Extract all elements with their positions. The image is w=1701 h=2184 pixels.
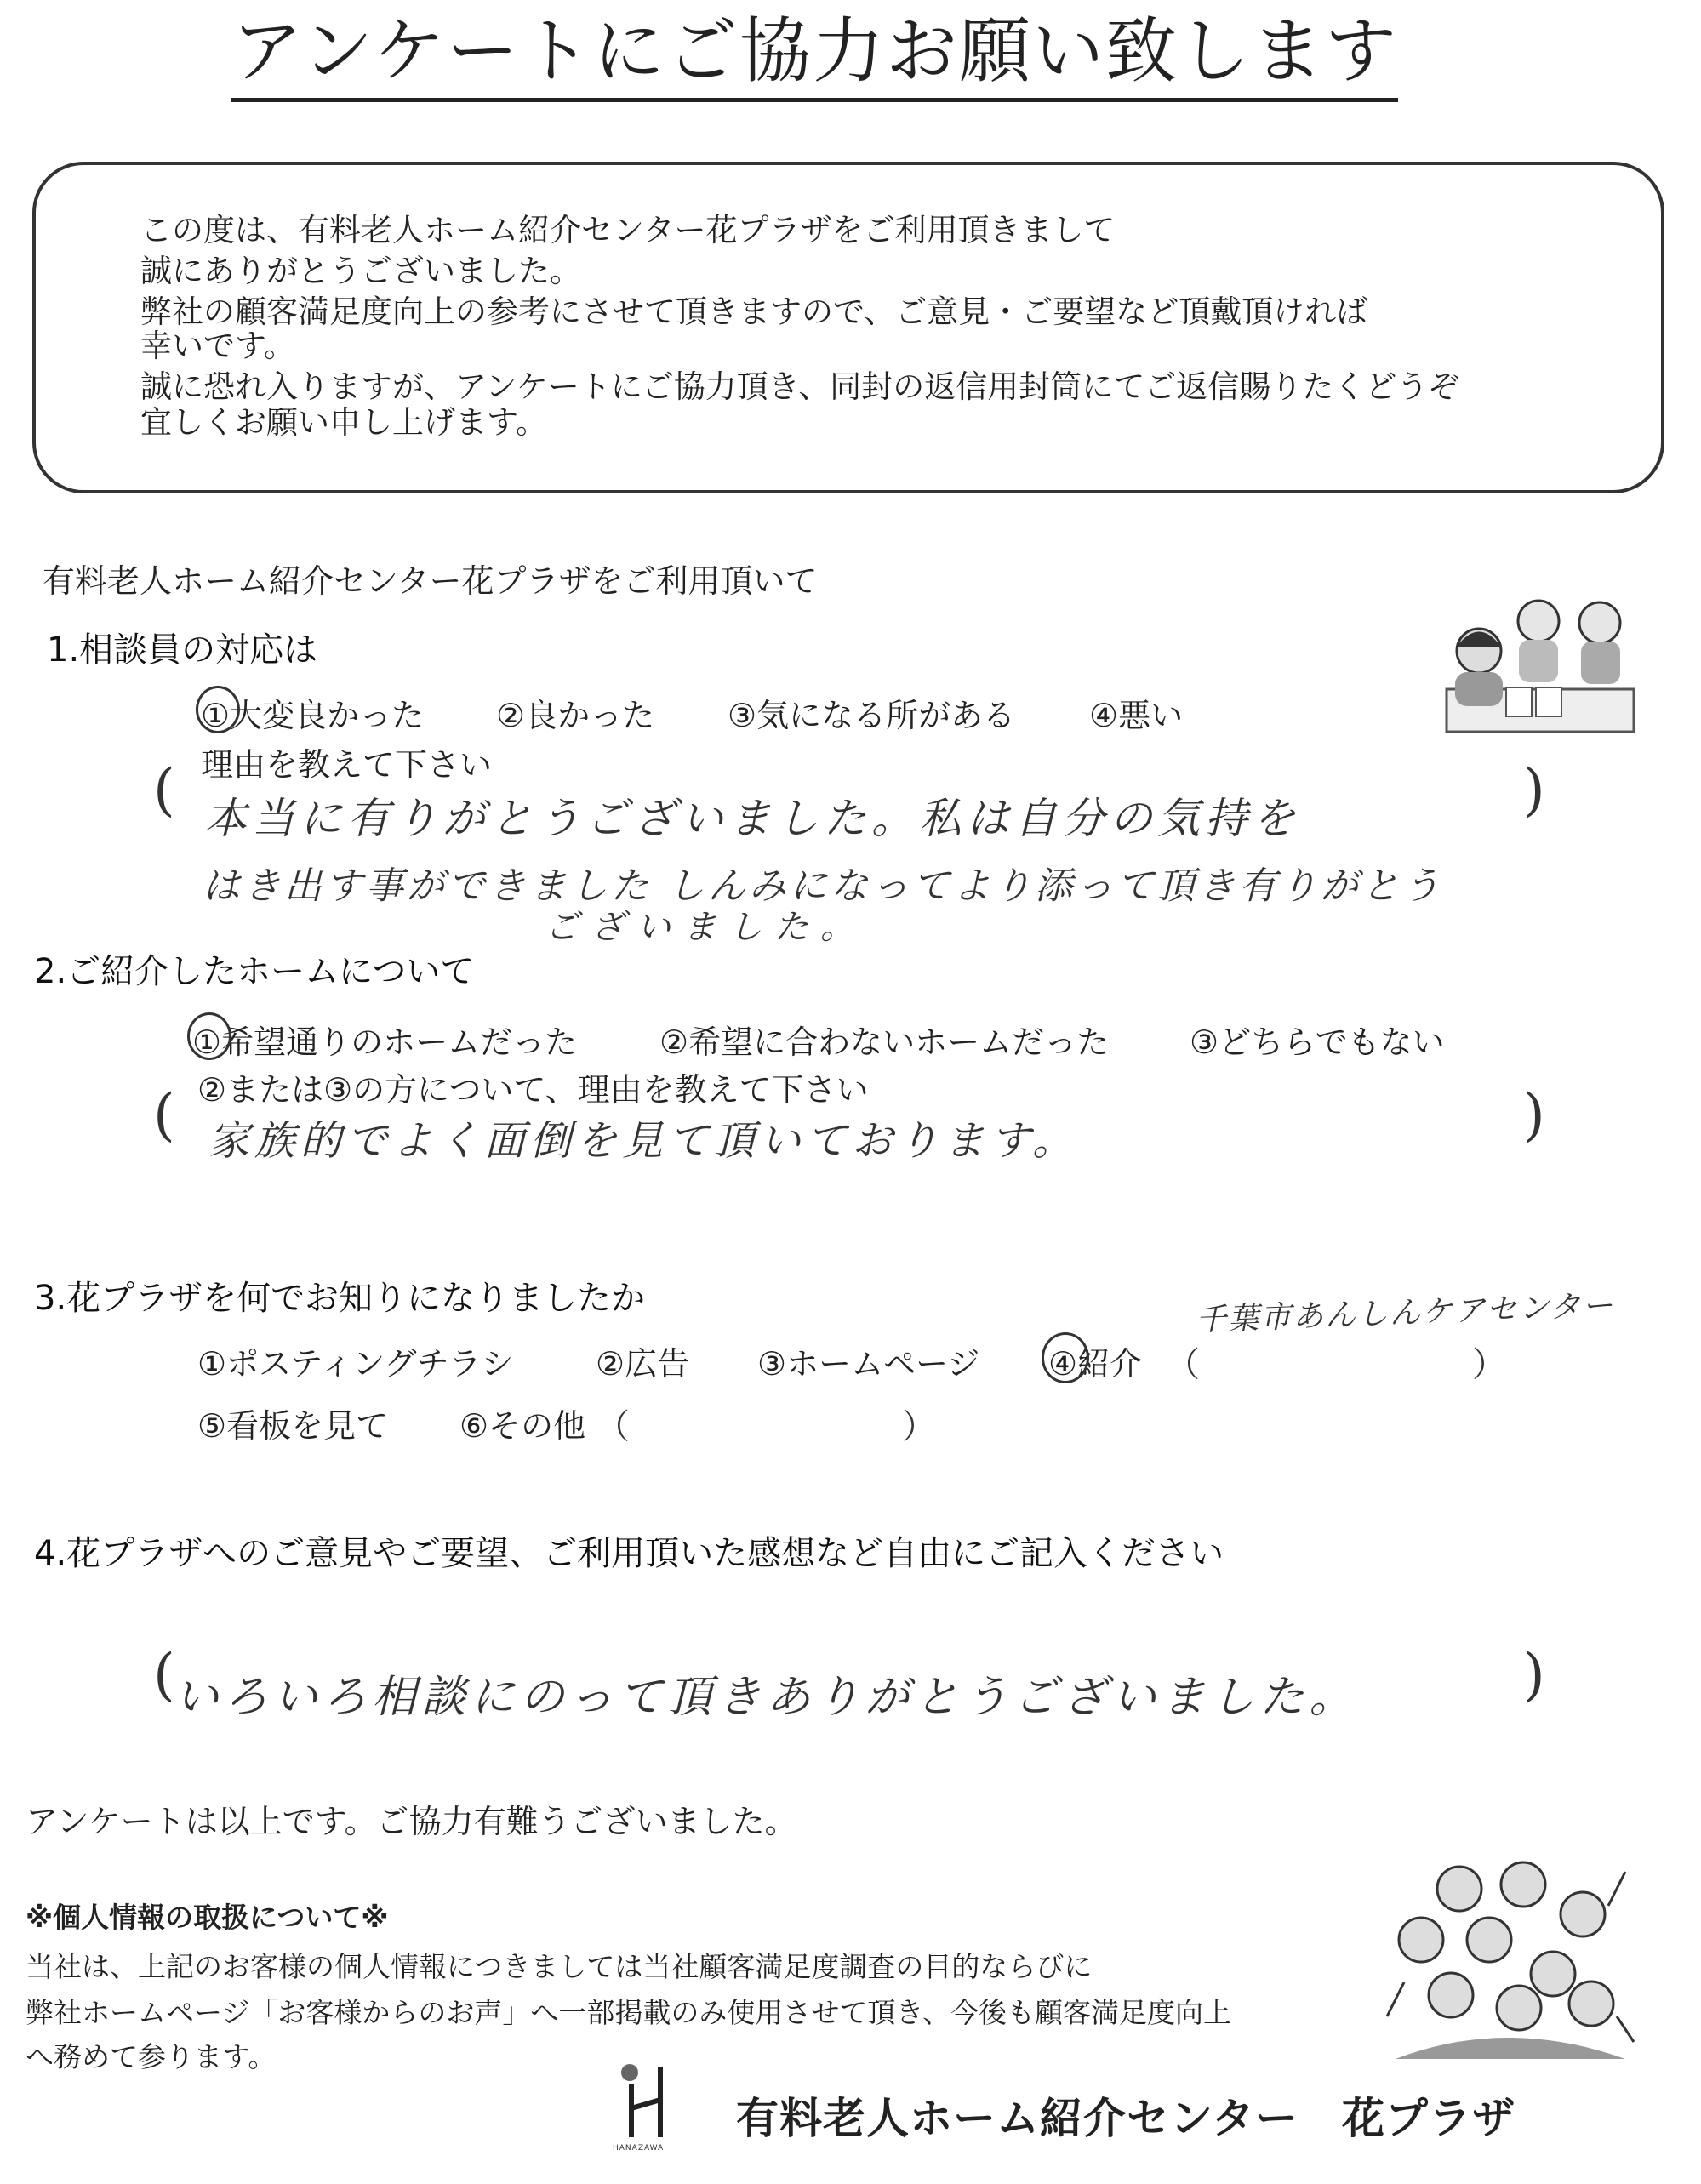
q1-option-1[interactable]: ①大変良かった — [201, 697, 425, 734]
q2-option-2[interactable]: ②希望に合わないホームだった — [659, 1024, 1110, 1061]
closing-text: アンケートは以上です。ご協力有難うございました。 — [26, 1803, 797, 1840]
section-lead: 有料老人ホーム紹介センター花プラザをご利用頂いて — [43, 562, 818, 600]
q2-close-paren: ) — [1523, 1082, 1545, 1148]
q1-option-3[interactable]: ③気になる所がある — [728, 697, 1016, 734]
privacy-heading: ※個人情報の取扱について※ — [26, 1901, 389, 1934]
q2-option-3[interactable]: ③どちらでもない — [1190, 1024, 1445, 1061]
intro-line: 弊社の顧客満足度向上の参考にさせて頂きますので、ご意見・ご要望など頂戴頂ければ — [140, 294, 1368, 330]
brand-name: 有料老人ホーム紹介センター 花プラザ — [736, 2094, 1515, 2143]
q2-option-1[interactable]: ①希望通りのホームだった — [192, 1024, 578, 1061]
question-2-label: 2.ご紹介したホームについて — [34, 952, 475, 991]
intro-line: 宜しくお願い申し上げます。 — [140, 404, 548, 441]
question-4-label: 4.花プラザへのご意見やご要望、ご利用頂いた感想など自由にご記入ください — [34, 1534, 1224, 1573]
privacy-line: へ務めて参ります。 — [26, 2040, 277, 2073]
q4-open-paren: ( — [153, 1642, 175, 1708]
q1-open-paren: ( — [153, 757, 175, 823]
page-title: アンケートにご協力お願い致します — [231, 9, 1398, 102]
intro-line: 幸いです。 — [140, 328, 296, 364]
q3-option-4[interactable]: ④紹介 — [1048, 1345, 1143, 1383]
consultation-illustration — [1430, 587, 1651, 749]
q1-option-4[interactable]: ④悪い — [1089, 697, 1184, 734]
selected-circle-mark — [187, 1012, 231, 1060]
q3-option-3[interactable]: ③ホームページ — [757, 1345, 980, 1383]
intro-line: 誠に恐れ入りますが、アンケートにご協力頂き、同封の返信用封筒にてご返信賜りたくどうぞ — [140, 368, 1460, 405]
selected-circle-mark — [196, 686, 240, 733]
q2-open-paren: ( — [153, 1082, 175, 1148]
q2-handwritten-answer: 家族的でよく面倒を見て頂いております。 — [208, 1117, 1079, 1165]
q4-close-paren: ) — [1523, 1642, 1545, 1708]
question-1-label: 1.相談員の対応は — [47, 630, 318, 670]
q3-referral-handwritten: 千葉市あんしんケアセンター — [1195, 1288, 1615, 1338]
q3-referral-close-paren: ） — [1472, 1345, 1506, 1384]
q3-option-2[interactable]: ②広告 — [596, 1345, 690, 1383]
intro-line: 誠にありがとうございました。 — [140, 253, 581, 289]
q3-other-close-paren: ） — [902, 1407, 936, 1446]
q1-handwritten-line-3: ございました。 — [545, 908, 866, 947]
group-cheering-illustration — [1370, 1846, 1651, 2067]
q4-handwritten-answer: いろいろ相談にのって頂きありがとうございました。 — [174, 1672, 1359, 1723]
q3-option-5[interactable]: ⑤看板を見て — [197, 1407, 389, 1445]
q3-other-open-paren: （ — [596, 1407, 630, 1446]
q3-option-6[interactable]: ⑥その他 — [459, 1407, 586, 1445]
q1-handwritten-line-2: はき出す事ができました しんみになってより添って頂き有りがとう — [203, 864, 1443, 908]
q1-handwritten-line-1: 本当に有りがとうございました。私は自分の気持を — [204, 794, 1300, 843]
intro-line: この度は、有料老人ホーム紹介センター花プラザをご利用頂きまして — [140, 212, 1116, 248]
q1-reason-label: 理由を教えて下さい — [201, 746, 493, 784]
q2-reason-label: ②または③の方について、理由を教えて下さい — [197, 1071, 869, 1109]
privacy-line: 当社は、上記のお客様の個人情報につきましては当社顧客満足度調査の目的ならびに — [26, 1950, 1093, 1983]
hanazawa-logo — [614, 2059, 674, 2153]
q1-close-paren: ) — [1523, 757, 1545, 823]
q3-referral-open-paren: （ — [1166, 1345, 1200, 1384]
privacy-line: 弊社ホームページ「お客様からのお声」へ一部掲載のみ使用させて頂き、今後も顧客満足度向上 — [26, 1996, 1232, 2029]
logo-text: HANAZAWA — [613, 2144, 665, 2153]
selected-circle-mark — [1042, 1332, 1089, 1383]
q1-option-2[interactable]: ②良かった — [496, 697, 655, 734]
q3-option-1[interactable]: ①ポスティングチラシ — [197, 1345, 514, 1383]
question-3-label: 3.花プラザを何でお知りになりましたか — [34, 1279, 646, 1318]
